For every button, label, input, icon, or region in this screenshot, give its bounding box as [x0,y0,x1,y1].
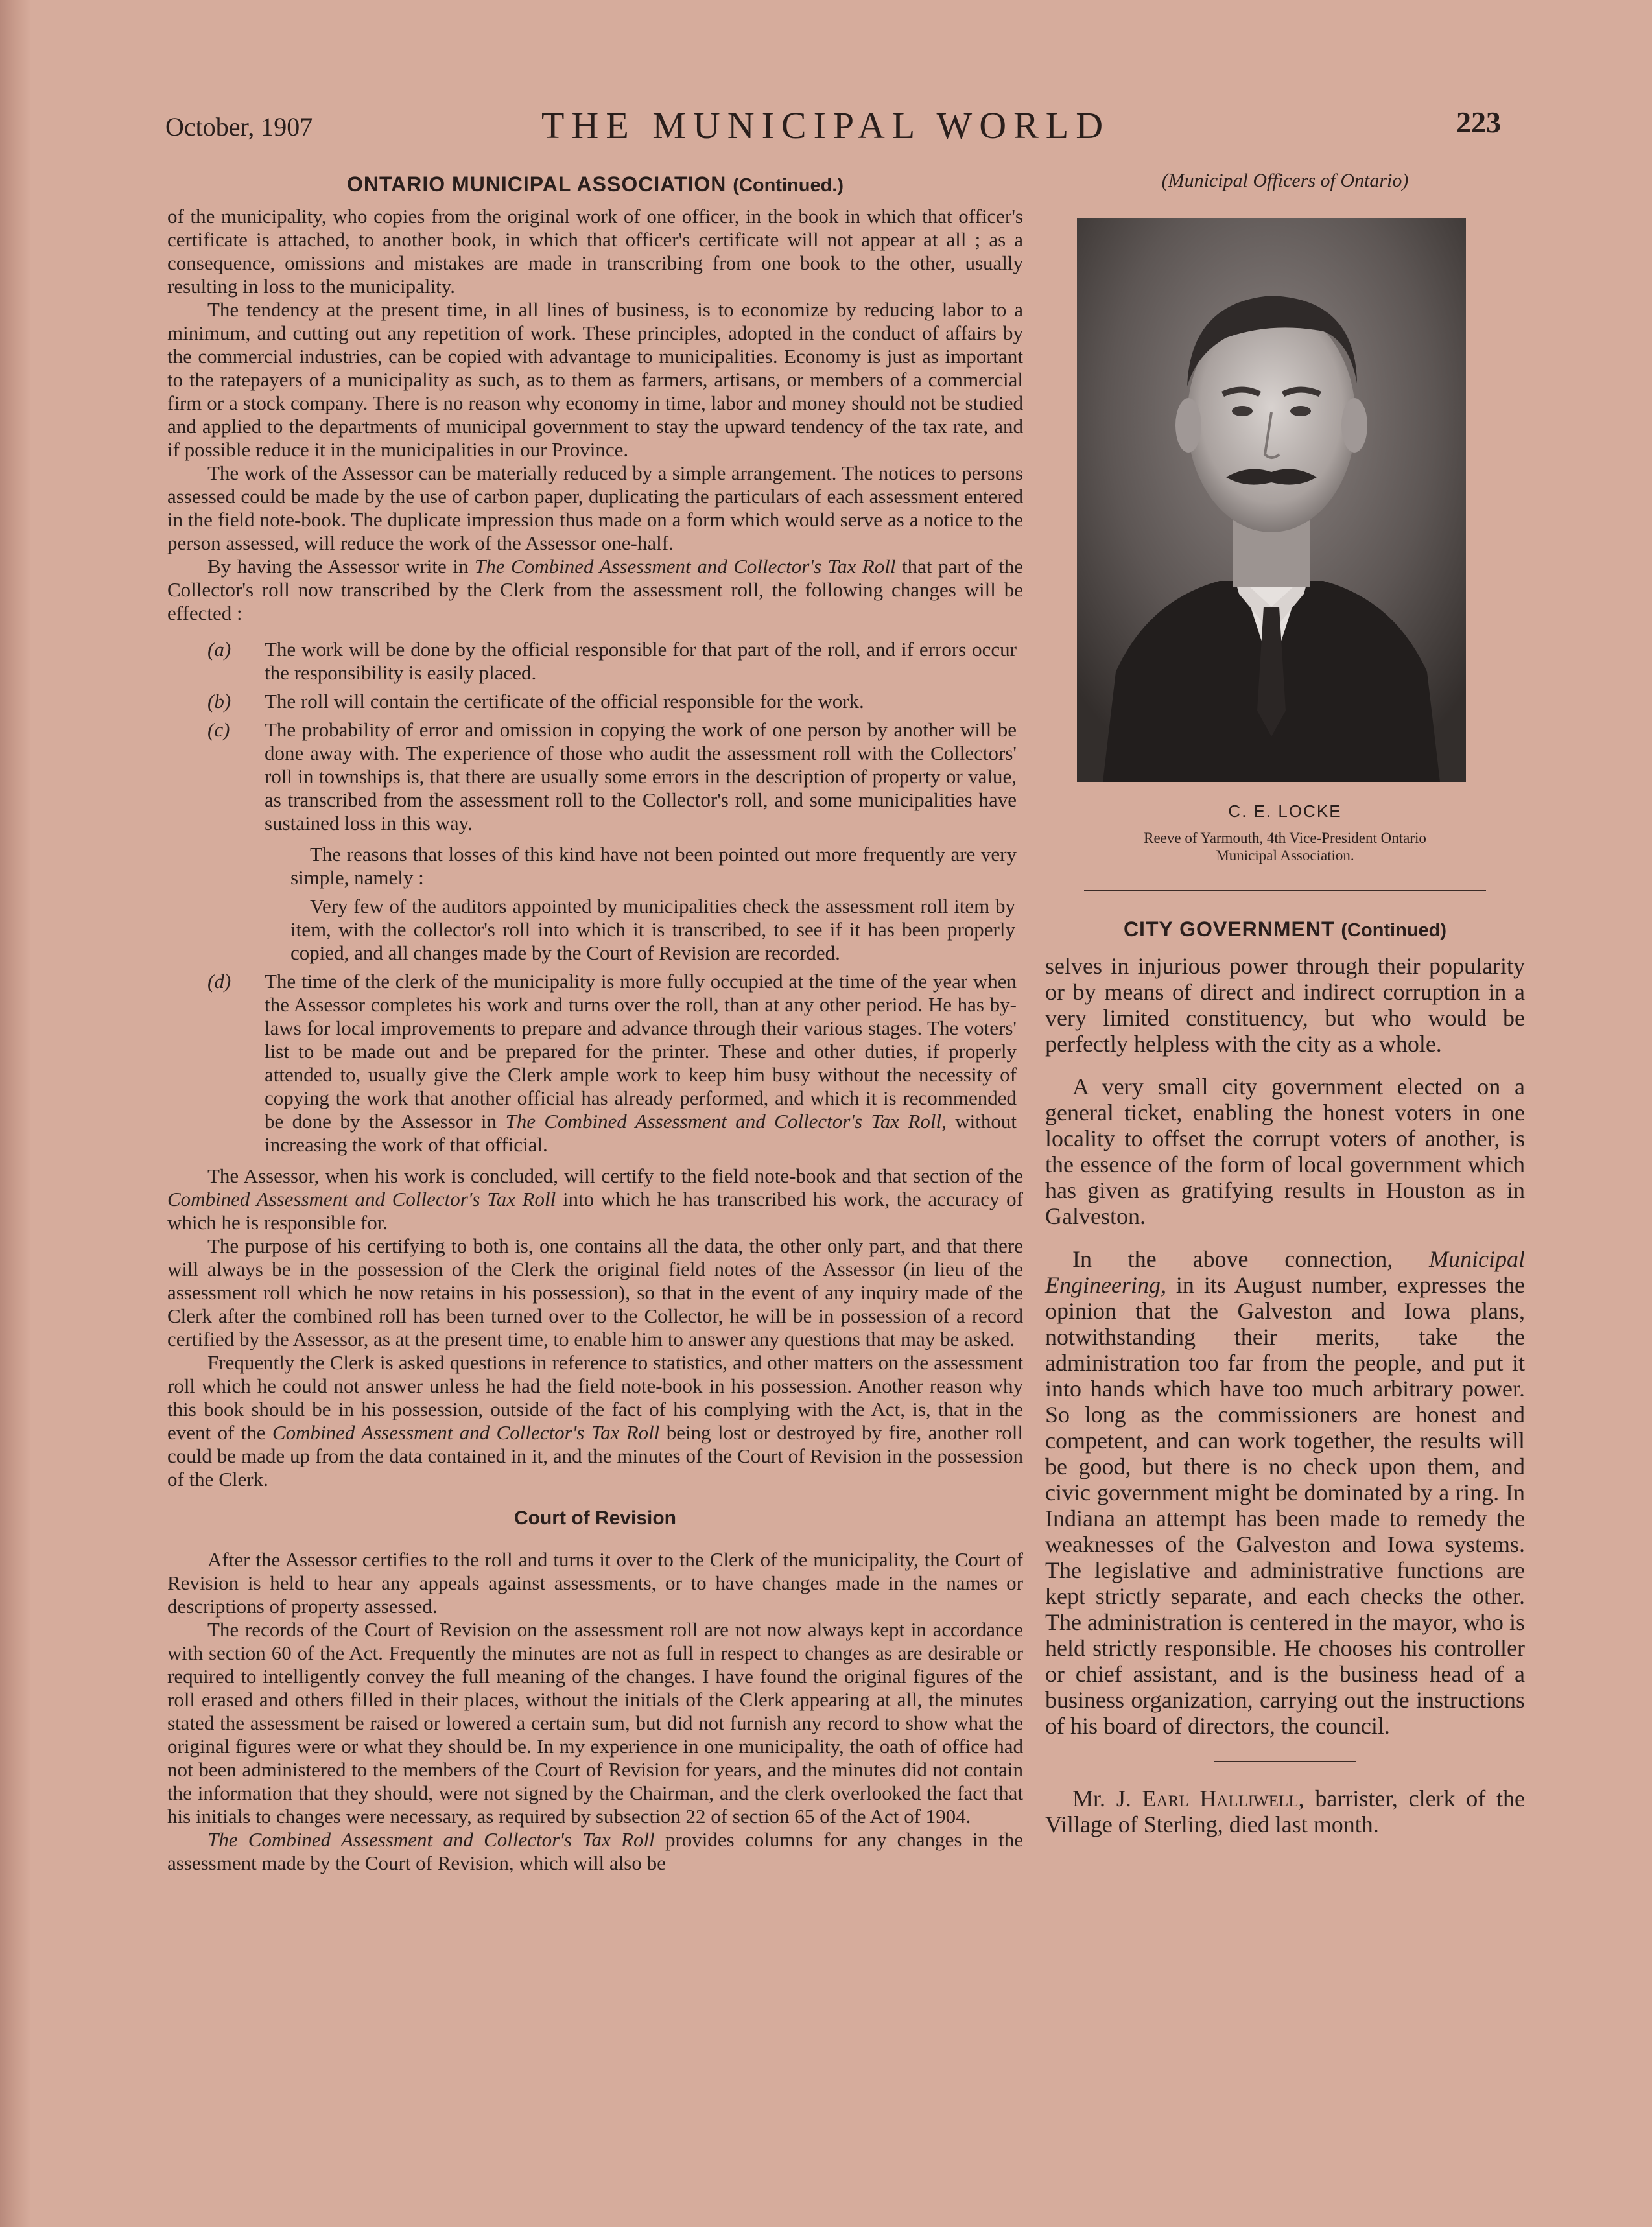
item-marker: (c) [207,718,230,741]
item-divider [1214,1761,1356,1762]
page-number: 223 [1456,106,1501,139]
italic-title: Combined Assessment and Collector's Tax Roll [167,1188,556,1210]
section-divider [1084,890,1486,891]
paragraph: The purpose of his certifying to both is, one contains all the data, the other only part, and that there will always be in the possession of the Clerk the original field notes of the Assessor (in lieu of the assessment roll which he now retains in his possession), so that in the event of any inquiry made of the Clerk after the combined roll has been turned over to the Collector, he will be in possession of a record certified by the Assessor, as at the present time, to enable him to answer any questions that may be asked. [167,1234,1023,1350]
text-run: By having the Assessor write in [207,555,469,578]
portrait-illustration [1077,218,1466,782]
paragraph [167,1351,1023,1491]
italic-title: Municipal Engineering, [1045,1246,1526,1298]
item-marker: (a) [207,638,231,661]
portrait-series-caption: (Municipal Officers of Ontario) [1161,170,1409,191]
text-run: being lost or destroyed by fire, another roll could be made up from the data contained in it, and the minutes of the Court of Revision in the possession of the Clerk. [167,1421,1024,1491]
sub-paragraph: The reasons that losses of this kind have not been pointed out more frequently are very simple, namely : [290,843,1017,889]
text-run: into which he has transcribed his work, the accuracy of which he is responsible for. [167,1188,1024,1234]
list-item-a [167,638,1023,685]
paragraph: The work of the Assessor can be materially reduced by a simple arrangement. The notices to persons assessed could be made by the use of carbon paper, duplicating the particulars of each assessment entered in the field note-book. The duplicate impression thus made on a form which would serve as a notice to the person assessed, will reduce the work of the Assessor one-half. [167,462,1023,554]
item-text: The roll will contain the certificate of the official responsible for the work. [265,690,864,713]
publication-title: THE MUNICIPAL WORLD [541,104,1111,147]
issue-date: October, 1907 [165,112,313,141]
list-item-c [167,718,1023,835]
italic-title: The Combined Assessment and Collector's Tax Roll, [505,1110,947,1133]
sub-paragraph: Very few of the auditors appointed by municipalities check the assessment roll item by item, with the collector's roll into which it is transcribed, to see if it has been properly copied, and all changes made by the Court of Revision are recorded. [290,895,1015,964]
heading-text: ONTARIO MUNICIPAL ASSOCIATION [346,172,727,196]
text-run: that part of the Collector's roll now transcribed by the Clerk from the assessment roll, the following changes will be effected : [167,555,1023,624]
paragraph: The records of the Court of Revision on the assessment roll are not now always kept in accordance with section 60 of the Act. Frequently the minutes are not as full in respect to changes as are desirable or required to intelligently convey the full meaning of the changes. I have found the original figures of the roll erased and others filled in their places, without the initials of the Clerk appearing at all, the minutes stated the assessment be raised or lowered a certain sum, but did not furnish any record to show what the original figures were or what they should be. In my experience in one municipality, the oath of office had not been administered to the members of the Court of Revision for years, and the minutes did not contain the information that they should, were not signed by the Chairman, and the clerk overlooked the fact that his initials to changes were necessary, as required by subsection 22 of section 65 of the Act of 1904. [167,1618,1023,1828]
paragraph: selves in injurious power through their popularity or by means of direct and indirect corruption in a very limited constituency, but who would be perfectly helpless with the city as a whole. [1045,953,1525,1057]
right-column [1045,170,1525,1837]
page-binding-edge [0,0,31,2227]
item-text: without increasing the work of that official. [265,1110,1017,1156]
italic-title: The Combined Assessment and Collector's Tax Roll [475,555,896,578]
portrait-photo [1077,218,1466,782]
item-text: The probability of error and omission in copying the work of one person by another will be done away with. The experience of those who audit the assessment roll with the Collectors' roll in townships is, that there are usually some errors in the description of property or value, as transcribed from the assessment roll to the Collector's roll, and some municipalities have sustained loss in this way. [265,718,1017,834]
text-run: Mr. J. [1072,1785,1131,1811]
changes-list [167,638,1023,1157]
list-item-b [167,690,1023,713]
heading-text: CITY GOVERNMENT [1123,917,1335,941]
small-caps-name: Earl Halliwell, [1142,1785,1304,1811]
portrait-description-line-2: Municipal Association. [1216,847,1354,864]
portrait-name: C. E. LOCKE [1228,801,1342,821]
italic-title: Combined Assessment and Collector's Tax Roll [272,1421,660,1444]
item-marker: (b) [207,690,231,713]
section-heading-city-government [1045,917,1525,941]
section-heading-ontario [167,172,1023,197]
paragraph: The tendency at the present time, in all lines of business, is to economize by reducing labor to a minimum, and cutting out any repetition of work. These principles, adopted in the conduct of affairs by the commercial industries, can be copied with advantage to municipalities. Economy is just as important to the ratepayers of a municipality as such, as to them as farmers, artisans, or members of a commercial firm or a stock company. There is no reason why economy in time, labor and money should not be studied and applied to the departments of municipal government to stay the upward tendency of the tax rate, and if possible reduce it in the municipalities in our Province. [167,298,1023,461]
paragraph [167,555,1023,625]
paragraph [1045,1785,1525,1837]
paragraph [167,1828,1023,1875]
text-run: barrister, clerk of the Village of Sterling, died last month. [1045,1785,1526,1837]
item-marker: (d) [207,970,231,993]
heading-continued: (Continued.) [733,175,844,196]
heading-continued: (Continued) [1341,920,1447,941]
paragraph [1045,1246,1525,1739]
text-run: Frequently the Clerk is asked questions in reference to statistics, and other matters on the assessment roll which he could not answer unless he had the field note-book in his possession. Another reason why this book should be in his possession, outside of the fact of his complying with the Act, is, that in the event of the [167,1351,1023,1444]
left-column [167,170,1023,1875]
court-of-revision-heading: Court of Revision [513,1507,676,1529]
text-run: In the above connection, [1072,1246,1393,1272]
text-run: The Assessor, when his work is concluded, will certify to the field note-book and that section of the [207,1164,1023,1187]
paragraph: A very small city government elected on a general ticket, enabling the honest voters in one locality to offset the corrupt voters of another, is the essence of the form of local government which has given as gratifying results in Houston as in Galveston. [1045,1074,1525,1229]
italic-title: The Combined Assessment and Collector's Tax Roll [207,1828,655,1851]
masthead [165,97,1501,149]
paragraph [167,1164,1023,1234]
item-text: The work will be done by the official responsible for that part of the roll, and if errors occur the responsibility is easily placed. [265,638,1017,684]
portrait-description-line-1: Reeve of Yarmouth, 4th Vice-President Ontario [1144,830,1426,846]
text-run: provides columns for any changes in the assessment made by the Court of Revision, which will also be [167,1828,1023,1874]
paragraph: of the municipality, who copies from the original work of one officer, in the book in which that officer's certificate is attached, to another book, in which that officer's certificate will not appear at all ; as a consequence, omissions and mistakes are made in transcribing from one book to the other, usually resulting in loss to the municipality. [167,205,1023,298]
paragraph: After the Assessor certifies to the roll and turns it over to the Clerk of the municipality, the Court of Revision is held to hear any appeals against assessments, or to have changes made in the names or descriptions of property assessed. [167,1548,1023,1618]
item-text: The time of the clerk of the municipality is more fully occupied at the time of the year when the Assessor completes his work and turns over the roll, than at any other period. He has by-laws for local improvements to prepare and advance through their various stages. The voters' list to be made out and be prepared for the printer. These and other duties, if properly attended to, usually give the Clerk ample work to keep him busy without the necessity of copying the work that another official has already performed, and which it is recommended be done by the Assessor in [265,970,1017,1133]
list-item-d [167,970,1023,1157]
text-run: in its August number, expresses the opinion that the Galveston and Iowa plans, notwithstanding their merits, take the administration too far from the people, and put it into hands which have too much arbitrary power. So long as the commissioners are honest and competent, and can work together, the results will be good, but there is no check upon them, and civic government might be dominated by a ring. In Indiana an attempt has been made to remedy the weaknesses of the Galveston and Iowa systems. The legislative and administrative functions are kept strictly separate, and each checks the other. The administration is centered in the mayor, who is held strictly responsible. He chooses his controller or chief assistant, and is the business head of a business organization, carrying out the instructions of his board of directors, the council. [1045,1272,1525,1739]
